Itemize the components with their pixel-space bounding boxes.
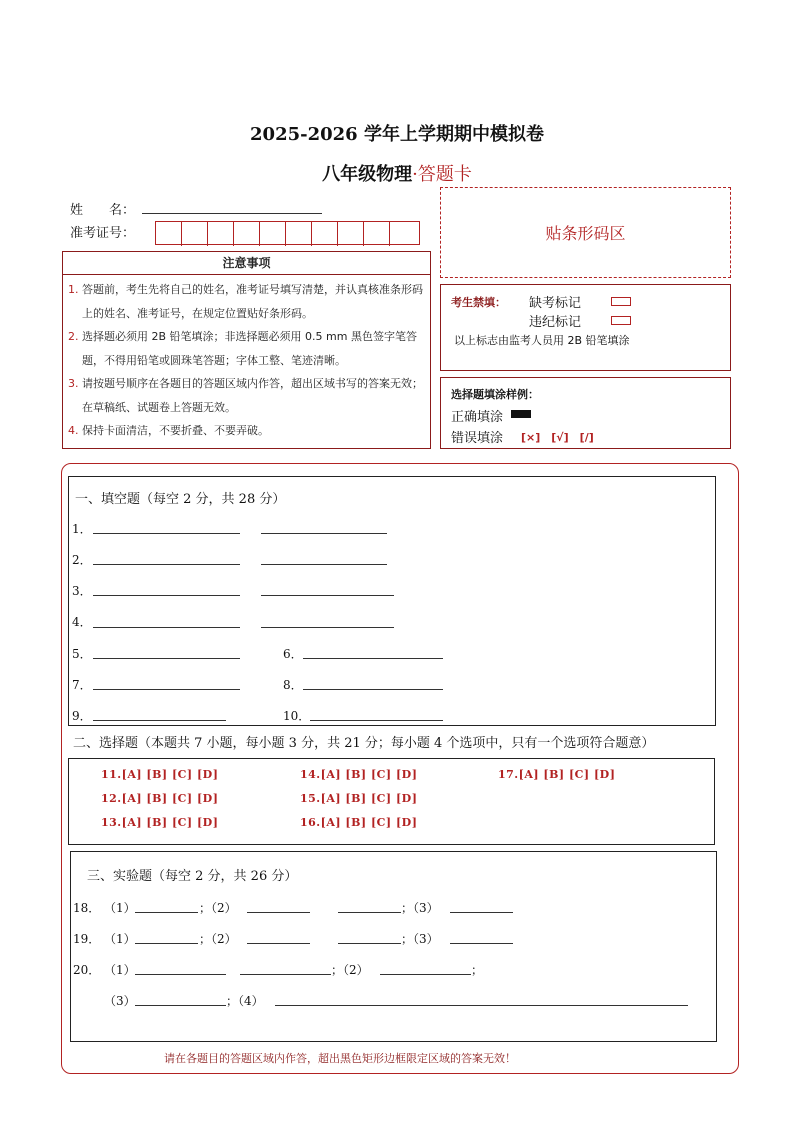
q2-blank-a[interactable]: [93, 564, 240, 565]
barcode-label: 贴条形码区: [545, 224, 626, 243]
q4-blank-a[interactable]: [93, 627, 240, 628]
q9-blank[interactable]: [93, 720, 226, 721]
exam-title: 2025-2026 学年上学期期中模拟卷: [250, 124, 544, 145]
q20-blank-1[interactable]: [135, 974, 226, 975]
q10-number: 10．: [283, 709, 311, 723]
q19-part3: ；（3）: [401, 932, 439, 946]
q18-part2: ；（2）: [199, 901, 237, 915]
barcode-area: [440, 187, 731, 278]
q19-blank-1[interactable]: [135, 943, 198, 944]
notice-header: [62, 251, 431, 275]
q8-number: 8．: [283, 678, 303, 692]
q8-blank[interactable]: [303, 689, 443, 690]
notice-item: 3. 请按题号顺序在各题目的答题区域内作答，超出区域书写的答案无效；在草稿纸、试题卷上答题无效。: [68, 377, 423, 414]
id-number-cells[interactable]: [155, 221, 420, 245]
name-label: 姓 名：: [70, 203, 136, 218]
q18-blank-2[interactable]: [247, 912, 310, 913]
id-cell[interactable]: [234, 222, 260, 246]
q20-blank-3[interactable]: [380, 974, 471, 975]
id-label: 准考证号：: [70, 226, 136, 241]
choice-row-12[interactable]: 12.[A] [B] [C] [D]: [101, 792, 219, 805]
q9-number: 9．: [72, 709, 92, 723]
q19-number: 19．: [73, 932, 101, 946]
q18-blank-1[interactable]: [135, 912, 198, 913]
notice-item: 2. 选择题必须用 2B 铅笔填涂；非选择题必须用 0.5 mm 黑色签字笔答题，不得用铅笔或圆珠笔答题；字体工整、笔迹清晰。: [68, 330, 417, 367]
q3-blank-b[interactable]: [261, 595, 394, 596]
fill-sample-box: [440, 377, 731, 449]
choice-row-16[interactable]: 16.[A] [B] [C] [D]: [300, 816, 418, 829]
wrong-fill-samples: [×] [√] [/]: [521, 431, 594, 444]
q10-blank[interactable]: [310, 720, 443, 721]
q7-number: 7．: [72, 678, 92, 692]
id-cell[interactable]: [338, 222, 364, 246]
q2-number: 2．: [72, 553, 92, 567]
notice-box: [62, 274, 431, 449]
choice-row-15[interactable]: 15.[A] [B] [C] [D]: [300, 792, 418, 805]
choice-row-17[interactable]: 17.[A] [B] [C] [D]: [498, 768, 616, 781]
q3-blank-a[interactable]: [93, 595, 240, 596]
notice-list: [68, 278, 428, 443]
q1-number: 1．: [72, 522, 92, 536]
notice-heading: 注意事项: [222, 256, 271, 270]
proctor-label: 考生禁填：: [451, 296, 506, 309]
absent-label: 缺考标记: [529, 296, 582, 311]
q20-part2: ；（2）: [331, 963, 369, 977]
q18-blank-3[interactable]: [338, 912, 401, 913]
experiment-section: [70, 851, 717, 1042]
q20-part4: ；（4）: [226, 994, 264, 1008]
q1-blank-a[interactable]: [93, 533, 240, 534]
violation-label: 违纪标记: [529, 315, 582, 330]
id-cell[interactable]: [182, 222, 208, 246]
q19-blank-2[interactable]: [247, 943, 310, 944]
q20-part3: （3）: [104, 994, 136, 1008]
id-cell[interactable]: [156, 222, 182, 246]
q19-part1: （1）: [104, 932, 136, 946]
proctor-note: 以上标志由监考人员用 2B 铅笔填涂: [454, 334, 630, 347]
id-cell[interactable]: [260, 222, 286, 246]
q19-blank-4[interactable]: [450, 943, 513, 944]
correct-fill-label: 正确填涂: [451, 410, 504, 425]
q18-part1: （1）: [104, 901, 136, 915]
q20-part2-end: ；: [471, 963, 484, 977]
q20-blank-4[interactable]: [135, 1005, 226, 1006]
q4-blank-b[interactable]: [261, 627, 394, 628]
subject-name: 八年级物理: [322, 164, 413, 185]
choice-row-14[interactable]: 14.[A] [B] [C] [D]: [300, 768, 418, 781]
q6-blank[interactable]: [303, 658, 443, 659]
notice-item: 4. 保持卡面清洁，不要折叠、不要弄破。: [68, 424, 269, 437]
q5-blank[interactable]: [93, 658, 240, 659]
absent-mark[interactable]: [611, 297, 631, 306]
q20-part1: （1）: [104, 963, 136, 977]
q20-blank-2[interactable]: [240, 974, 331, 975]
q6-number: 6．: [283, 647, 303, 661]
q18-blank-4[interactable]: [450, 912, 513, 913]
q20-blank-5[interactable]: [275, 1005, 688, 1006]
id-cell[interactable]: [390, 222, 416, 246]
q1-blank-b[interactable]: [261, 533, 387, 534]
q20-number: 20．: [73, 963, 101, 977]
correct-fill-sample: [511, 410, 531, 418]
sample-heading: 选择题填涂样例：: [451, 388, 539, 401]
id-cell[interactable]: [312, 222, 338, 246]
subtitle-separator: ·: [412, 164, 418, 185]
answer-card-label: 答题卡: [417, 164, 472, 185]
q5-number: 5．: [72, 647, 92, 661]
q18-part3: ；（3）: [401, 901, 439, 915]
id-cell[interactable]: [208, 222, 234, 246]
q7-blank[interactable]: [93, 689, 240, 690]
q4-number: 4．: [72, 615, 92, 629]
id-cell[interactable]: [364, 222, 390, 246]
id-cell[interactable]: [286, 222, 312, 246]
wrong-fill-label: 错误填涂: [451, 431, 504, 446]
q18-number: 18．: [73, 901, 101, 915]
q2-blank-b[interactable]: [261, 564, 387, 565]
section1-title: 一、填空题（每空 2 分，共 28 分）: [75, 492, 286, 507]
notice-item: 1. 答题前，考生先将自己的姓名，准考证号填写清楚，并认真核准条形码上的姓名、准考证号，在规定位置贴好条形码。: [68, 283, 423, 320]
q19-part2: ；（2）: [199, 932, 237, 946]
q3-number: 3．: [72, 584, 92, 598]
q19-blank-3[interactable]: [338, 943, 401, 944]
card-subtitle: [0, 160, 794, 186]
violation-mark[interactable]: [611, 316, 631, 325]
section3-title: 三、实验题（每空 2 分，共 26 分）: [87, 869, 298, 884]
section2-title: 二、选择题（本题共 7 小题，每小题 3 分，共 21 分；每小题 4 个选项中，只有一个选项符合题意）: [73, 736, 655, 751]
choice-row-13[interactable]: 13.[A] [B] [C] [D]: [101, 816, 219, 829]
proctor-box: [440, 284, 731, 371]
choice-row-11[interactable]: 11.[A] [B] [C] [D]: [101, 768, 219, 781]
footer-warning: 请在各题目的答题区域内作答，超出黑色矩形边框限定区域的答案无效！: [164, 1052, 516, 1065]
name-field[interactable]: [142, 213, 322, 214]
